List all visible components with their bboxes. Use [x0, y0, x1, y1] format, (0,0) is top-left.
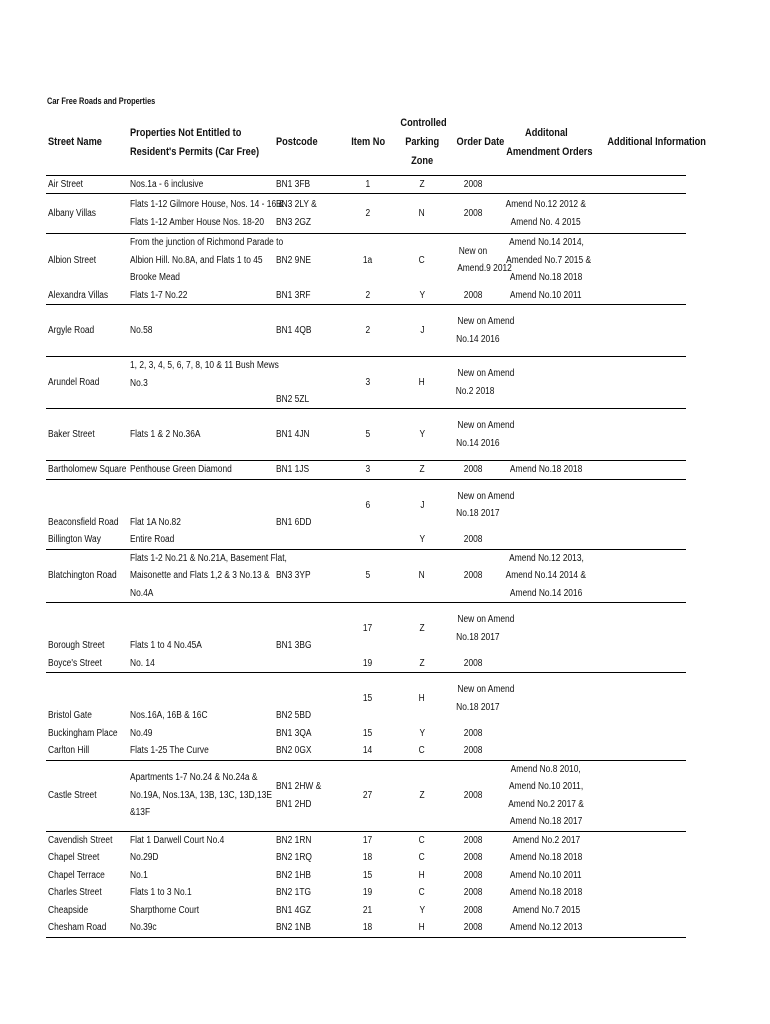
- cell-info: [596, 175, 686, 194]
- cell-item: [342, 531, 394, 549]
- cell-info: [596, 409, 686, 461]
- cell-properties: Sharpthorne Court: [130, 904, 200, 916]
- cell-street: Charles Street: [48, 887, 102, 898]
- cell-street: Borough Street: [48, 640, 105, 651]
- cell-properties: No. 14: [130, 657, 155, 669]
- cell-zone: Z: [419, 464, 425, 475]
- cell-street: Albany Villas: [48, 207, 96, 219]
- cell-zone: H: [418, 376, 426, 388]
- cell-properties: Flat 1A No.82: [130, 516, 181, 528]
- cell-street: Cheapside: [48, 904, 89, 916]
- cell-properties: Flats 1-12 Gilmore House, Nos. 14 - 16 & Flats 1-12 Amber House Nos. 18-20: [130, 199, 285, 228]
- cell-zone: J: [419, 499, 425, 511]
- cell-street: Carlton Hill: [48, 745, 90, 756]
- cell-postcode: [274, 655, 342, 673]
- document-title: Car Free Roads and Properties: [47, 96, 156, 106]
- cell-properties: Flats 1 to 3 No.1: [130, 887, 192, 898]
- cell-properties: Penthouse Green Diamond: [130, 464, 232, 475]
- header-order-date: Order Date: [456, 136, 505, 149]
- cell-properties: No.1: [130, 869, 148, 881]
- cell-street: Bristol Gate: [48, 710, 92, 721]
- table-row: [46, 867, 686, 885]
- header-additional-amendment: Additonal Amendment Orders: [506, 126, 593, 158]
- header-additional-information: Additional Information: [607, 136, 706, 149]
- cell-order-date: 2008: [463, 789, 483, 801]
- cell-info: [596, 919, 686, 937]
- cell-item: 5: [365, 428, 371, 440]
- table-row: [46, 287, 686, 305]
- cell-street: Blatchington Road: [48, 570, 117, 581]
- cell-info: [596, 603, 686, 655]
- cell-order-date: New on Amend No.18 2017: [456, 614, 515, 643]
- cell-postcode: BN2 1HB: [276, 869, 312, 881]
- cell-item: 3: [365, 376, 371, 388]
- cell-properties: No.58: [130, 324, 153, 336]
- cell-info: [596, 531, 686, 549]
- cell-street: Beaconsfield Road: [48, 516, 119, 528]
- table-row: [46, 919, 686, 937]
- cell-postcode: BN2 1TG: [276, 887, 312, 898]
- cell-order-date: 2008: [463, 869, 483, 881]
- cell-amendment: Amend No.7 2015: [512, 904, 580, 916]
- cell-properties: 1, 2, 3, 4, 5, 6, 7, 8, 10 & 11 Bush Mews No.3: [130, 360, 279, 389]
- cell-zone: Z: [419, 657, 425, 669]
- cell-item: 6: [365, 499, 371, 511]
- cell-order-date: 2008: [463, 852, 483, 863]
- cell-info: [596, 902, 686, 920]
- cell-street: Baker Street: [48, 428, 95, 440]
- cell-properties: Flat 1 Darwell Court No.4: [130, 834, 225, 846]
- table-row: [46, 194, 686, 234]
- cell-order-date: New on Amend.9 2012: [457, 245, 512, 275]
- cell-properties: From the junction of Richmond Parade to Albion Hill. No.8A, and Flats 1 to 45 Brooke Mead: [130, 237, 284, 283]
- cell-postcode: BN1 4QB: [276, 324, 312, 336]
- cell-properties: Entire Road: [130, 534, 175, 545]
- cell-zone: J: [419, 324, 425, 336]
- table-row: [46, 673, 686, 725]
- table-row: [46, 655, 686, 673]
- cell-item: 3: [365, 464, 371, 475]
- cell-street: Air Street: [48, 178, 84, 190]
- cell-street: Buckingham Place: [48, 727, 118, 739]
- cell-zone: H: [418, 693, 426, 704]
- header-controlled-parking-zone: Controlled Parking Zone: [400, 117, 447, 168]
- cell-street: Alexandra Villas: [48, 289, 109, 301]
- cell-street: Arundel Road: [48, 376, 100, 388]
- cell-info: [596, 849, 686, 867]
- cell-amendment: Amend No.18 2018: [509, 887, 583, 898]
- cell-order-date: 2008: [463, 207, 483, 219]
- cell-postcode: BN1 3FB: [276, 178, 311, 190]
- cell-postcode: BN2 1NB: [276, 922, 312, 933]
- table-row: [46, 531, 686, 549]
- cell-properties: No.29D: [130, 852, 159, 863]
- cell-item: 19: [363, 887, 373, 898]
- cell-street: Castle Street: [48, 789, 97, 801]
- cell-postcode: BN3 2LY & BN3 2GZ: [276, 199, 317, 228]
- cell-item: 17: [363, 834, 373, 846]
- cell-order-date: 2008: [463, 745, 483, 756]
- cell-info: [596, 194, 686, 234]
- cell-zone: Y: [419, 428, 425, 440]
- table-row: [46, 742, 686, 760]
- cell-amendment: Amend No.12 2013, Amend No.14 2014 & Amend No.14 2016: [505, 552, 587, 599]
- cell-order-date: 2008: [463, 834, 483, 846]
- cell-zone: C: [418, 254, 426, 266]
- cell-street: Cavendish Street: [48, 834, 113, 846]
- cell-order-date: 2008: [463, 904, 483, 916]
- cell-postcode: BN2 9NE: [276, 254, 312, 266]
- cell-postcode: BN1 2HW & BN1 2HD: [276, 781, 322, 810]
- cell-properties: Flats 1 to 4 No.45A: [130, 640, 202, 651]
- cell-properties: Flats 1-7 No.22: [130, 289, 188, 301]
- cell-properties: Flats 1 & 2 No.36A: [130, 428, 201, 440]
- cell-amendment: Amend No.12 2012 & Amend No. 4 2015: [505, 199, 587, 228]
- cell-zone: Y: [419, 904, 425, 916]
- table-body: [46, 175, 686, 937]
- cell-amendment: Amend No.18 2018: [509, 852, 583, 863]
- header-item-no: Item No: [351, 136, 385, 149]
- table-row: [46, 357, 686, 409]
- car-free-table: [46, 111, 706, 938]
- cell-amendment: Amend No.10 2011: [510, 289, 582, 301]
- cell-postcode: BN1 3QA: [276, 727, 312, 739]
- cell-item: 14: [363, 745, 373, 756]
- cell-order-date: 2008: [463, 657, 483, 669]
- cell-properties: Nos.1a - 6 inclusive: [130, 178, 204, 190]
- cell-amendment: Amend No.12 2013: [509, 922, 583, 933]
- cell-order-date: New on Amend No.18 2017: [456, 684, 515, 713]
- cell-info: [596, 725, 686, 743]
- cell-info: [596, 357, 686, 409]
- cell-properties: Apartments 1-7 No.24 & No.24a & No.19A, Nos.13A, 13B, 13C, 13D,13E &13F: [130, 772, 272, 819]
- cell-amendment: [496, 655, 596, 673]
- cell-item: 1: [365, 178, 371, 190]
- cell-info: [596, 461, 686, 480]
- cell-item: 1a: [363, 254, 373, 266]
- cell-postcode: BN3 3YP: [276, 570, 311, 581]
- cell-info: [596, 673, 686, 725]
- header-postcode: Postcode: [276, 136, 318, 149]
- cell-street: Bartholomew Square: [48, 464, 127, 475]
- table-row: [46, 902, 686, 920]
- cell-postcode: BN2 5BD: [276, 710, 312, 721]
- cell-zone: C: [418, 852, 426, 863]
- header-row: [46, 111, 686, 175]
- cell-zone: Y: [419, 534, 425, 545]
- cell-amendment: [496, 531, 596, 549]
- table-row: [46, 461, 686, 480]
- cell-zone: Z: [419, 623, 425, 634]
- cell-zone: N: [418, 570, 426, 581]
- cell-zone: H: [418, 869, 426, 881]
- cell-item: 21: [363, 904, 373, 916]
- table-row: [46, 760, 686, 831]
- cell-item: 15: [363, 693, 373, 704]
- cell-item: 2: [365, 324, 371, 336]
- cell-amendment: Amend No.2 2017: [512, 834, 580, 846]
- cell-order-date: New on Amend No.14 2016: [456, 316, 515, 345]
- cell-item: 27: [363, 789, 373, 801]
- cell-postcode: BN1 6DD: [276, 516, 312, 528]
- cell-properties: Flats 1-2 No.21 & No.21A, Basement Flat, Maisonette and Flats 1,2 & 3 No.13 & No.4A: [130, 552, 287, 599]
- cell-info: [596, 742, 686, 760]
- cell-order-date: 2008: [463, 534, 483, 545]
- cell-street: Chapel Street: [48, 852, 100, 863]
- cell-item: 15: [363, 869, 373, 881]
- cell-zone: Z: [419, 178, 425, 190]
- cell-info: [596, 305, 686, 357]
- cell-amendment: [496, 175, 596, 194]
- cell-info: [596, 655, 686, 673]
- cell-order-date: 2008: [463, 727, 483, 739]
- cell-info: [596, 234, 686, 287]
- cell-item: 15: [363, 727, 373, 739]
- cell-postcode: BN1 4JN: [276, 428, 310, 440]
- cell-postcode: BN2 0GX: [276, 745, 312, 756]
- table-row: [46, 603, 686, 655]
- cell-item: 18: [363, 922, 373, 933]
- header-properties: Properties Not Entitled to Resident's Permits (Car Free): [130, 126, 260, 158]
- header-street-name: Street Name: [48, 136, 102, 149]
- cell-zone: C: [418, 887, 426, 898]
- cell-postcode: BN2 5ZL: [276, 393, 310, 405]
- table-row: [46, 479, 686, 531]
- cell-order-date: 2008: [463, 464, 483, 475]
- cell-info: [596, 760, 686, 831]
- table-row: [46, 305, 686, 357]
- cell-info: [596, 867, 686, 885]
- cell-zone: C: [418, 745, 426, 756]
- cell-street: Billington Way: [48, 534, 101, 545]
- cell-item: 18: [363, 852, 373, 863]
- cell-info: [596, 287, 686, 305]
- cell-item: 5: [365, 570, 371, 581]
- cell-street: Chesham Road: [48, 922, 107, 933]
- cell-street: Chapel Terrace: [48, 869, 105, 881]
- cell-info: [596, 549, 686, 603]
- cell-info: [596, 831, 686, 849]
- cell-postcode: BN2 1RN: [276, 834, 312, 846]
- cell-order-date: 2008: [463, 887, 483, 898]
- cell-postcode: BN2 1RQ: [276, 852, 312, 863]
- cell-zone: H: [418, 922, 426, 933]
- table-row: [46, 849, 686, 867]
- cell-amendment: [496, 742, 596, 760]
- cell-item: 2: [365, 289, 371, 301]
- cell-amendment: Amend No.10 2011: [510, 869, 582, 881]
- cell-zone: C: [418, 834, 426, 846]
- cell-amendment: [496, 725, 596, 743]
- table-row: [46, 175, 686, 194]
- table-row: [46, 549, 686, 603]
- cell-order-date: 2008: [463, 289, 483, 301]
- cell-street: Boyce's Street: [48, 657, 102, 669]
- cell-street: Argyle Road: [48, 324, 95, 336]
- cell-amendment: Amend No.8 2010, Amend No.10 2011, Amend No.2 2017 & Amend No.18 2017: [508, 763, 584, 827]
- cell-info: [596, 884, 686, 902]
- cell-info: [596, 479, 686, 531]
- cell-street: Albion Street: [48, 254, 97, 266]
- cell-postcode: BN1 3RF: [276, 289, 311, 301]
- table-row: [46, 831, 686, 849]
- table-row: [46, 409, 686, 461]
- cell-item: 19: [363, 657, 373, 669]
- cell-postcode: BN1 3BG: [276, 640, 312, 651]
- cell-properties: Flats 1-25 The Curve: [130, 745, 209, 756]
- cell-postcode: BN1 1JS: [276, 464, 310, 475]
- cell-order-date: 2008: [463, 570, 483, 581]
- cell-order-date: New on Amend No.14 2016: [456, 420, 515, 449]
- cell-zone: Z: [419, 789, 425, 801]
- cell-amendment: Amend No.14 2014, Amended No.7 2015 & Amend No.18 2018: [506, 237, 592, 283]
- cell-properties: Nos.16A, 16B & 16C: [130, 710, 208, 721]
- cell-order-date: 2008: [463, 178, 483, 190]
- cell-item: 2: [365, 207, 371, 219]
- cell-postcode: [274, 531, 342, 549]
- cell-item: 17: [363, 623, 373, 634]
- cell-order-date: New on Amend No.2 2018: [455, 368, 515, 397]
- table-row: [46, 234, 686, 287]
- cell-order-date: New on Amend No.18 2017: [456, 490, 515, 520]
- cell-postcode: BN1 4GZ: [276, 904, 312, 916]
- cell-zone: N: [418, 207, 426, 219]
- cell-amendment: Amend No.18 2018: [509, 464, 583, 475]
- cell-zone: Y: [419, 289, 425, 301]
- cell-properties: No.39c: [130, 922, 157, 933]
- cell-zone: Y: [419, 727, 425, 739]
- table-row: [46, 884, 686, 902]
- table-row: [46, 725, 686, 743]
- cell-order-date: 2008: [463, 922, 483, 933]
- cell-properties: No.49: [130, 727, 153, 739]
